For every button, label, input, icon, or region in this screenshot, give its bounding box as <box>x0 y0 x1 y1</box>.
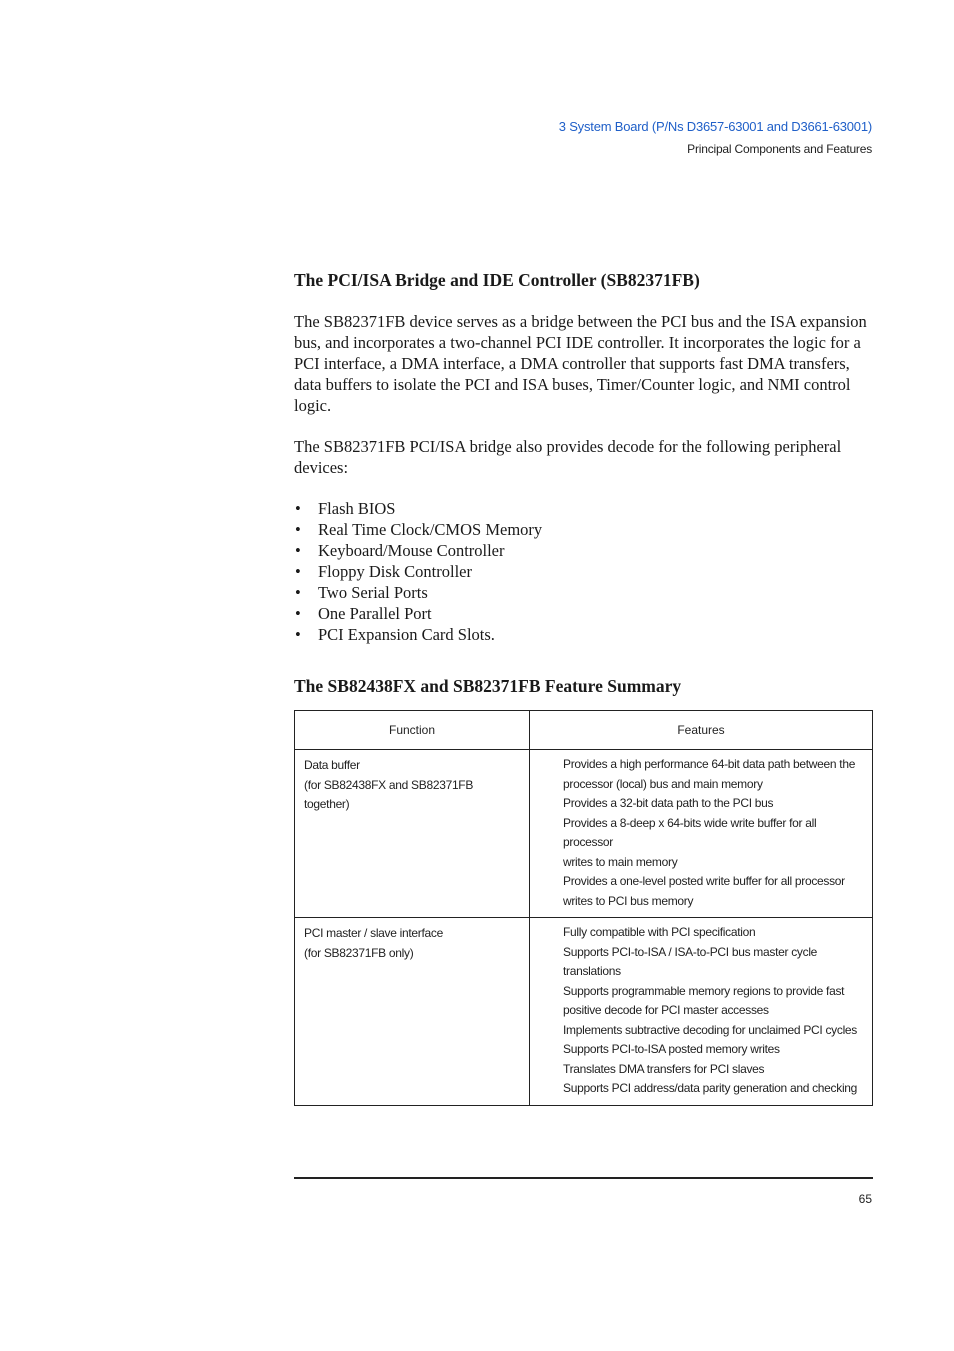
section-header: Principal Components and Features <box>687 142 872 156</box>
list-item: • PCI Expansion Card Slots. <box>295 625 495 644</box>
bullet-icon: • <box>295 541 301 560</box>
list-item: • Floppy Disk Controller <box>295 562 473 581</box>
bullet-icon: • <box>295 604 301 623</box>
chapter-header: 3 System Board (P/Ns D3657-63001 and D3661-63001) <box>558 119 872 134</box>
bullet-icon: • <box>295 499 301 518</box>
list-item: • Keyboard/Mouse Controller <box>295 541 505 560</box>
bullet-icon: • <box>295 520 301 539</box>
section-heading-feature-summary: The SB82438FX and SB82371FB Feature Summary <box>294 676 682 696</box>
decode-paragraph: The SB82371FB PCI/ISA bridge also provides decode for the following peripheral devices: <box>294 437 842 477</box>
footer-rule <box>294 1177 873 1179</box>
features-cell: Fully compatible with PCI specification Supports PCI-to-ISA / ISA-to-PCI bus master cycle translations Supports programmable memory regions to provide fast positive decode for PCI master accesses Implements subtractive decoding for unclaimed PCI cycles Supports PCI-to-ISA posted memory writes Translates DMA transfers for PCI slaves Supports PCI address/data parity generation and checking <box>530 918 873 1106</box>
page-content <box>294 268 873 1106</box>
list-item: • Real Time Clock/CMOS Memory <box>295 520 543 539</box>
feature-summary-table <box>294 710 873 1106</box>
section-heading-pci-isa-bridge: The PCI/ISA Bridge and IDE Controller (SB82371FB) <box>294 270 700 290</box>
features-cell: Provides a high performance 64-bit data path between the processor (local) bus and main memory Provides a 32-bit data path to the PCI bus Provides a 8-deep x 64-bits wide write buffer for all processor writes to main memory Provides a one-level posted write buffer for all processor writes to PCI bus memory <box>530 750 873 918</box>
column-header-features: Features <box>530 711 873 750</box>
peripheral-list <box>294 498 873 645</box>
bullet-icon: • <box>295 562 301 581</box>
bullet-icon: • <box>295 625 301 644</box>
list-item: • Flash BIOS <box>295 499 396 518</box>
function-cell: Data buffer (for SB82438FX and SB82371FB together) <box>295 750 530 918</box>
table-row <box>295 918 873 1106</box>
list-item: • One Parallel Port <box>295 604 432 623</box>
function-cell: PCI master / slave interface (for SB82371FB only) <box>295 918 530 1106</box>
column-header-function: Function <box>295 711 530 750</box>
table-row <box>295 750 873 918</box>
table-header-row <box>295 711 873 750</box>
bullet-icon: • <box>295 583 301 602</box>
intro-paragraph: The SB82371FB device serves as a bridge between the PCI bus and the ISA expansion bus, and incorporates a two-channel PCI IDE controller. It incorporates the logic for a PCI interface, a DMA interface, a DMA controller that supports fast DMA transfers, data buffers to isolate the PCI and ISA buses, Timer/Counter logic, and NMI control logic. <box>294 312 867 415</box>
list-item: • Two Serial Ports <box>295 583 428 602</box>
page-number: 65 <box>858 1192 872 1206</box>
